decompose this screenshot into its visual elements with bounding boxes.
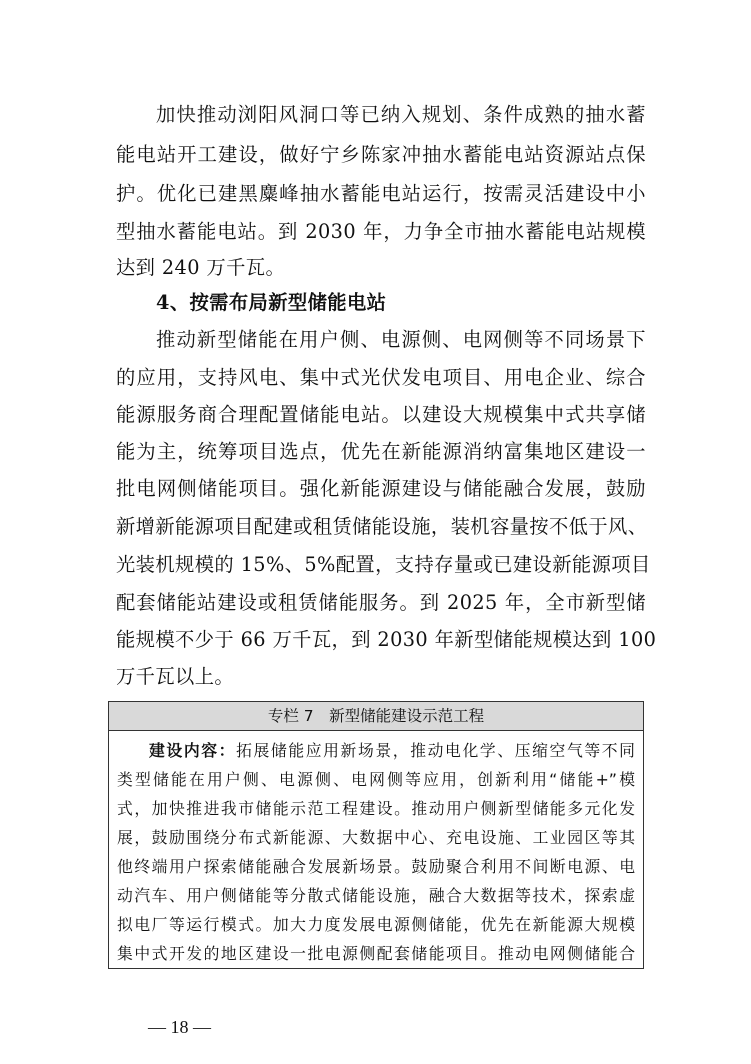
column-box-line: 式，加快推进我市储能示范工程建设。推动用户侧新型储能多元化发 — [117, 799, 635, 818]
column-box-title: 专栏 7 新型储能建设示范工程 — [109, 702, 643, 731]
paragraph2-line: 配套储能站建设或租赁储能服务。到 2025 年，全市新型储 — [116, 591, 646, 614]
column-box-line: 类型储能在用户侧、电源侧、电网侧等应用，创新利用“储能+”模 — [117, 770, 635, 789]
paragraph2-line: 光装机规模的 15%、5%配置，支持存量或已建设新能源项目 — [116, 553, 651, 576]
column-box-line — [149, 741, 635, 761]
paragraph1-line: 护。优化已建黑麋峰抽水蓄能电站运行，按需灵活建设中小 — [116, 182, 646, 205]
page-number: — 18 — — [148, 1017, 211, 1037]
paragraph1-line: 达到 240 万千瓦。 — [116, 256, 286, 279]
column-box-line: 动汽车、用户侧储能等分散式储能设施，融合大数据等技术，探索虚 — [117, 886, 635, 905]
paragraph1-line: 能电站开工建设，做好宁乡陈家冲抽水蓄能电站资源站点保 — [116, 143, 646, 166]
paragraph2-line: 万千瓦以上。 — [116, 665, 235, 688]
paragraph2-line: 能规模不少于 66 万千瓦，到 2030 年新型储能规模达到 100 — [116, 628, 657, 651]
column-box-first-line: 拓展储能应用新场景，推动电化学、压缩空气等不同 — [236, 741, 635, 760]
paragraph2-line: 能为主，统筹项目选点，优先在新能源消纳富集地区建设一 — [116, 440, 646, 463]
paragraph1-line: 加快推动浏阳风洞口等已纳入规划、条件成熟的抽水蓄 — [156, 103, 646, 126]
paragraph2-line: 的应用，支持风电、集中式光伏发电项目、用电企业、综合 — [116, 366, 646, 389]
paragraph2-line: 推动新型储能在用户侧、电源侧、电网侧等不同场景下 — [156, 328, 646, 351]
column-box-line: 他终端用户探索储能融合发展新场景。鼓励聚合利用不间断电源、电 — [117, 857, 635, 876]
section-heading: 4、按需布局新型储能电站 — [156, 291, 387, 314]
paragraph1-line: 型抽水蓄能电站。到 2030 年，力争全市抽水蓄能电站规模 — [116, 220, 646, 243]
column-box-lead-label: 建设内容： — [149, 741, 237, 760]
column-box-line: 展，鼓励围绕分布式新能源、大数据中心、充电设施、工业园区等其 — [117, 828, 635, 847]
paragraph2-line: 批电网侧储能项目。强化新能源建设与储能融合发展，鼓励 — [116, 477, 646, 500]
paragraph2-line: 新增新能源项目配建或租赁储能设施，装机容量按不低于风、 — [116, 515, 648, 538]
column-box-line: 拟电厂等运行模式。加大力度发展电源侧储能，优先在新能源大规模 — [117, 915, 635, 934]
paragraph2-line: 能源服务商合理配置储能电站。以建设大规模集中式共享储 — [116, 403, 646, 426]
column-box — [108, 701, 644, 969]
column-box-line: 集中式开发的地区建设一批电源侧配套储能项目。推动电网侧储能合 — [117, 944, 635, 963]
